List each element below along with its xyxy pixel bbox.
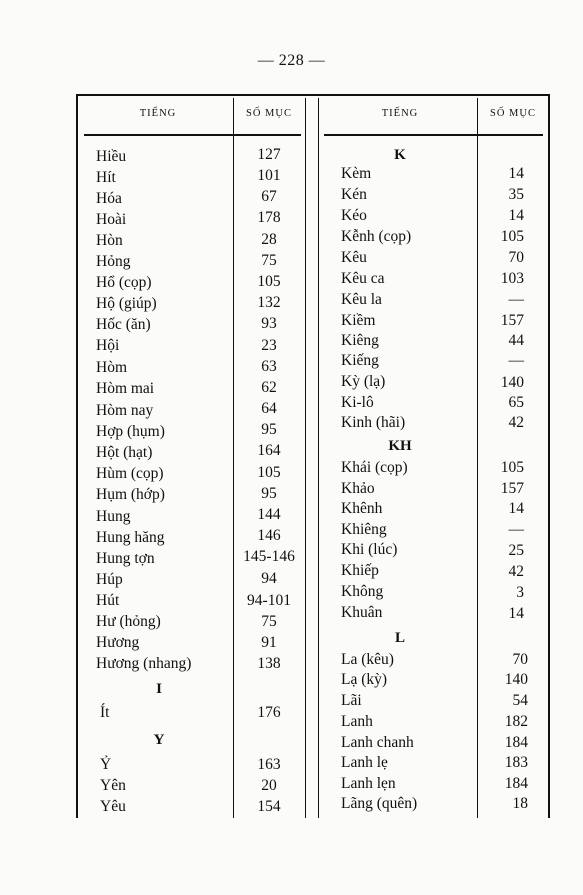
- entry-number: 164: [257, 442, 281, 459]
- entry-word: Hoài: [96, 211, 127, 228]
- section-heading-y: Y: [153, 732, 165, 748]
- entry-number: 105: [257, 464, 281, 481]
- entry-number: 101: [257, 167, 281, 184]
- entry-number: 44: [508, 332, 524, 349]
- entry-word: Kỳ (lạ): [341, 373, 386, 390]
- entry-word: Hòm mai: [96, 380, 155, 397]
- entry-number: 65: [508, 394, 524, 411]
- entry-word: Hung tợn: [96, 550, 155, 567]
- entry-number: 132: [257, 294, 281, 311]
- right-border: [548, 94, 550, 818]
- entry-word: Hỏng: [96, 253, 131, 270]
- page-number: — 228 —: [257, 52, 326, 69]
- entry-number: 64: [261, 400, 277, 417]
- entry-number: 75: [261, 252, 277, 269]
- entry-number: 176: [257, 704, 281, 721]
- entry-word: Lanh lẹ: [341, 754, 388, 771]
- entry-word: Không: [341, 583, 384, 600]
- entry-word: Hội: [96, 337, 120, 354]
- header-right-num: SỐ MỤC: [490, 108, 536, 119]
- entry-word: Khảo: [341, 480, 375, 497]
- entry-word: Ki-lô: [341, 394, 374, 411]
- entry-word: Khênh: [341, 500, 383, 517]
- entry-number: 154: [257, 798, 281, 815]
- entry-word: Hít: [96, 169, 116, 186]
- entry-word: Hùm (cọp): [96, 465, 164, 482]
- entry-number: 42: [508, 563, 524, 580]
- entry-number: 62: [261, 379, 277, 396]
- header-right-word: TIẾNG: [381, 108, 419, 119]
- entry-word: Hút: [96, 592, 120, 609]
- entry-word: Ỷ: [100, 756, 112, 773]
- entry-word: Yêu: [100, 798, 126, 815]
- entry-word: Lanh: [341, 713, 373, 730]
- entry-word: Kiềm: [341, 312, 376, 329]
- entry-word: Hổ (cọp): [96, 274, 152, 291]
- entry-number: —: [508, 521, 524, 538]
- entry-word: Ít: [100, 704, 110, 721]
- entry-number: 35: [508, 186, 524, 203]
- entry-number: 95: [261, 485, 277, 502]
- entry-word: Khái (cọp): [341, 459, 408, 476]
- entry-word: Lãng (quên): [341, 795, 418, 812]
- entry-number: 42: [508, 414, 524, 431]
- entry-number: 184: [504, 775, 528, 792]
- entry-word: Hiều: [96, 148, 127, 165]
- entry-number: 20: [261, 777, 277, 794]
- section-heading-kh: KH: [388, 438, 412, 454]
- entry-number: 25: [508, 542, 524, 559]
- entry-number: 163: [257, 756, 281, 773]
- left-border: [76, 94, 78, 818]
- entry-word: Hòm: [96, 359, 127, 376]
- entry-number: 18: [512, 795, 528, 812]
- entry-word: La (kêu): [341, 651, 394, 668]
- entry-word: Kêu ca: [341, 270, 385, 287]
- entry-number: 138: [257, 655, 281, 672]
- entry-word: Hương (nhang): [96, 655, 192, 672]
- entry-word: Hung hăng: [96, 529, 165, 546]
- col-divider-center-b: [318, 98, 319, 818]
- entry-number: 140: [504, 671, 528, 688]
- entry-word: Kinh (hãi): [341, 414, 406, 431]
- entry-number: 54: [512, 692, 528, 709]
- entry-word: Kiêng: [341, 332, 379, 349]
- entry-word: Hóa: [96, 190, 122, 207]
- entry-number: 127: [257, 146, 281, 163]
- entry-number: 105: [257, 273, 281, 290]
- entry-number: 145-146: [243, 548, 295, 565]
- header-left-word: TIẾNG: [139, 108, 177, 119]
- entry-word: Kiếng: [341, 352, 379, 369]
- entry-number: 105: [500, 228, 524, 245]
- entry-number: 75: [261, 613, 277, 630]
- entry-word: Khiếp: [341, 562, 379, 579]
- entry-number: 157: [500, 480, 524, 497]
- entry-number: 184: [504, 734, 528, 751]
- entry-number: 70: [512, 651, 528, 668]
- entry-number: 144: [257, 506, 281, 523]
- entry-number: 95: [261, 421, 277, 438]
- entry-number: 67: [261, 188, 277, 205]
- entry-word: Lanh lẹn: [341, 775, 396, 792]
- entry-number: 140: [500, 374, 524, 391]
- entry-word: Hợp (hụm): [96, 423, 165, 440]
- entry-word: Húp: [96, 571, 123, 588]
- header-left-num: SỐ MỤC: [246, 108, 292, 119]
- entry-number: 182: [504, 713, 528, 730]
- entry-word: Hòn: [96, 232, 123, 249]
- entry-word: Hư (hỏng): [96, 613, 161, 630]
- section-heading-i: I: [156, 681, 162, 697]
- entry-word: Kèm: [341, 165, 372, 182]
- entry-word: Hụm (hớp): [96, 486, 165, 503]
- entry-word: Kéo: [341, 207, 367, 224]
- entry-number: 14: [508, 165, 524, 182]
- entry-number: 94-101: [247, 592, 291, 609]
- entry-word: Kêu: [341, 249, 367, 266]
- entry-number: 14: [508, 500, 524, 517]
- entry-word: Khiêng: [341, 521, 387, 538]
- entry-word: Kén: [341, 186, 367, 203]
- entry-number: —: [508, 352, 524, 369]
- entry-number: 105: [500, 459, 524, 476]
- entry-word: Hốc (ăn): [96, 316, 151, 333]
- entry-number: 157: [500, 312, 524, 329]
- entry-word: Lanh chanh: [341, 734, 414, 751]
- col-divider-right-num: [477, 98, 478, 818]
- entry-number: 70: [508, 249, 524, 266]
- header-rule-right: [324, 134, 543, 136]
- entry-number: 91: [261, 634, 277, 651]
- entry-number: 14: [508, 207, 524, 224]
- section-heading-k: K: [394, 147, 406, 163]
- entry-word: Khuân: [341, 604, 383, 621]
- entry-number: 146: [257, 527, 281, 544]
- entry-word: Hương: [96, 634, 140, 651]
- entry-word: Kễnh (cọp): [341, 228, 412, 245]
- entry-word: Lạ (kỳ): [341, 671, 388, 688]
- entry-word: Yên: [100, 777, 126, 794]
- entry-word: Kêu la: [341, 291, 382, 308]
- entry-number: 103: [500, 270, 524, 287]
- entry-number: 94: [261, 570, 277, 587]
- entry-number: 14: [508, 605, 524, 622]
- entry-number: 178: [257, 209, 281, 226]
- entry-word: Hung: [96, 508, 131, 525]
- col-divider-center-a: [305, 98, 306, 818]
- section-heading-l: L: [394, 630, 405, 646]
- top-rule: [76, 94, 549, 96]
- entry-number: 183: [504, 754, 528, 771]
- entry-word: Khi (lúc): [341, 541, 398, 558]
- header-rule-left: [84, 134, 301, 136]
- entry-word: Hòm nay: [96, 402, 154, 419]
- entry-number: 63: [261, 358, 277, 375]
- entry-number: 28: [261, 231, 277, 248]
- entry-number: 23: [261, 337, 277, 354]
- entry-number: 3: [516, 584, 524, 601]
- entry-number: 93: [261, 315, 277, 332]
- entry-word: Hộ (giúp): [96, 295, 157, 312]
- entry-word: Lãi: [341, 692, 362, 709]
- entry-word: Hột (hạt): [96, 444, 153, 461]
- entry-number: —: [508, 291, 524, 308]
